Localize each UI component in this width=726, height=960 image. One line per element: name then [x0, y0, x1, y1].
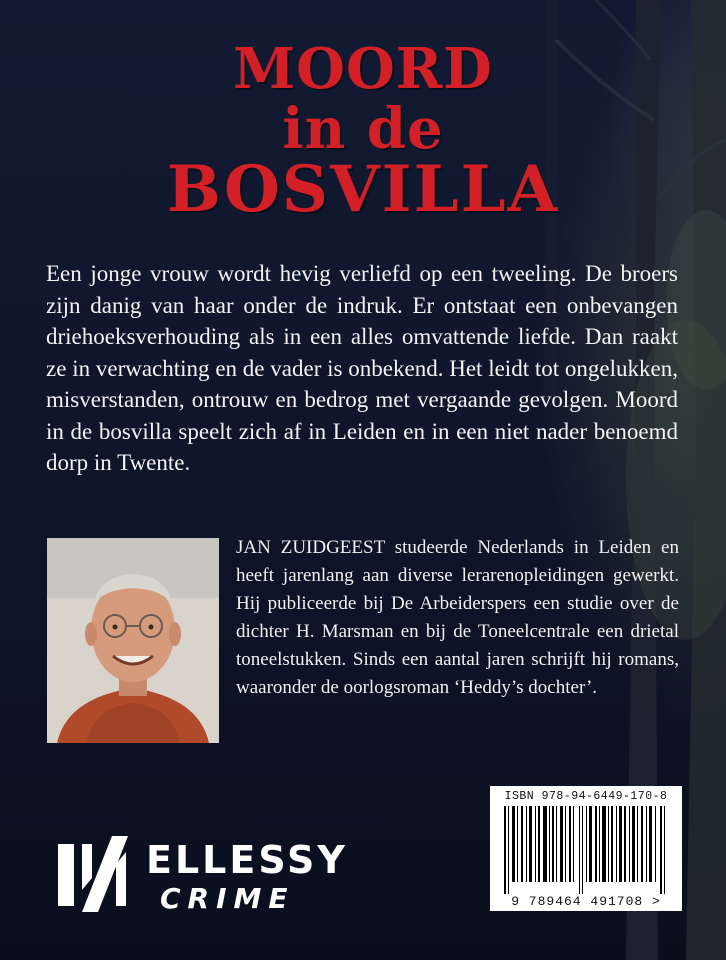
barcode-bars — [498, 806, 674, 894]
isbn-label: ISBN 978-94-6449-170-8 — [504, 790, 668, 803]
author-photo — [47, 538, 219, 743]
isbn-digits: 9 789464 491708 > — [511, 894, 661, 909]
title-line-3: BOSVILLA — [166, 152, 560, 227]
book-blurb: Een jonge vrouw wordt hevig verliefd op een tweeling. De broers zijn danig van haar onder de indruk. Er ontstaat een onbevangen driehoeksverhouding als in een alles omvattende liefde. Dan raakt ze in verwachting en de vader is onbekend. Het leidt tot ongelukken, misverstanden, ontrouw en bedrog met vergaande gevolgen. Moord in de bosvilla speelt zich af in Leiden en in een niet nader benoemd dorp in Twente. — [46, 261, 678, 475]
title-line-1: MOORD — [233, 36, 493, 102]
publisher-mark-icon — [54, 828, 134, 920]
title-line-2: in de — [282, 96, 444, 162]
publisher-logo — [54, 828, 354, 920]
publisher-name: ELLESSY — [146, 838, 348, 882]
author-bio: JAN ZUIDGEEST studeerde Nederlands in Leiden en heeft jarenlang aan diverse lerarenopleidingen gewerkt. Hij publiceerde bij De Arbeiderspers een studie over de dichter H. Marsman en bij de Toneelcentrale een drietal toneelstukken. Sinds een aantal jaren schrijft hij romans, waaronder de oorlogsroman ‘Heddy’s dochter’. — [236, 537, 679, 698]
isbn-barcode — [490, 786, 682, 911]
publisher-imprint: CRIME — [160, 882, 295, 915]
